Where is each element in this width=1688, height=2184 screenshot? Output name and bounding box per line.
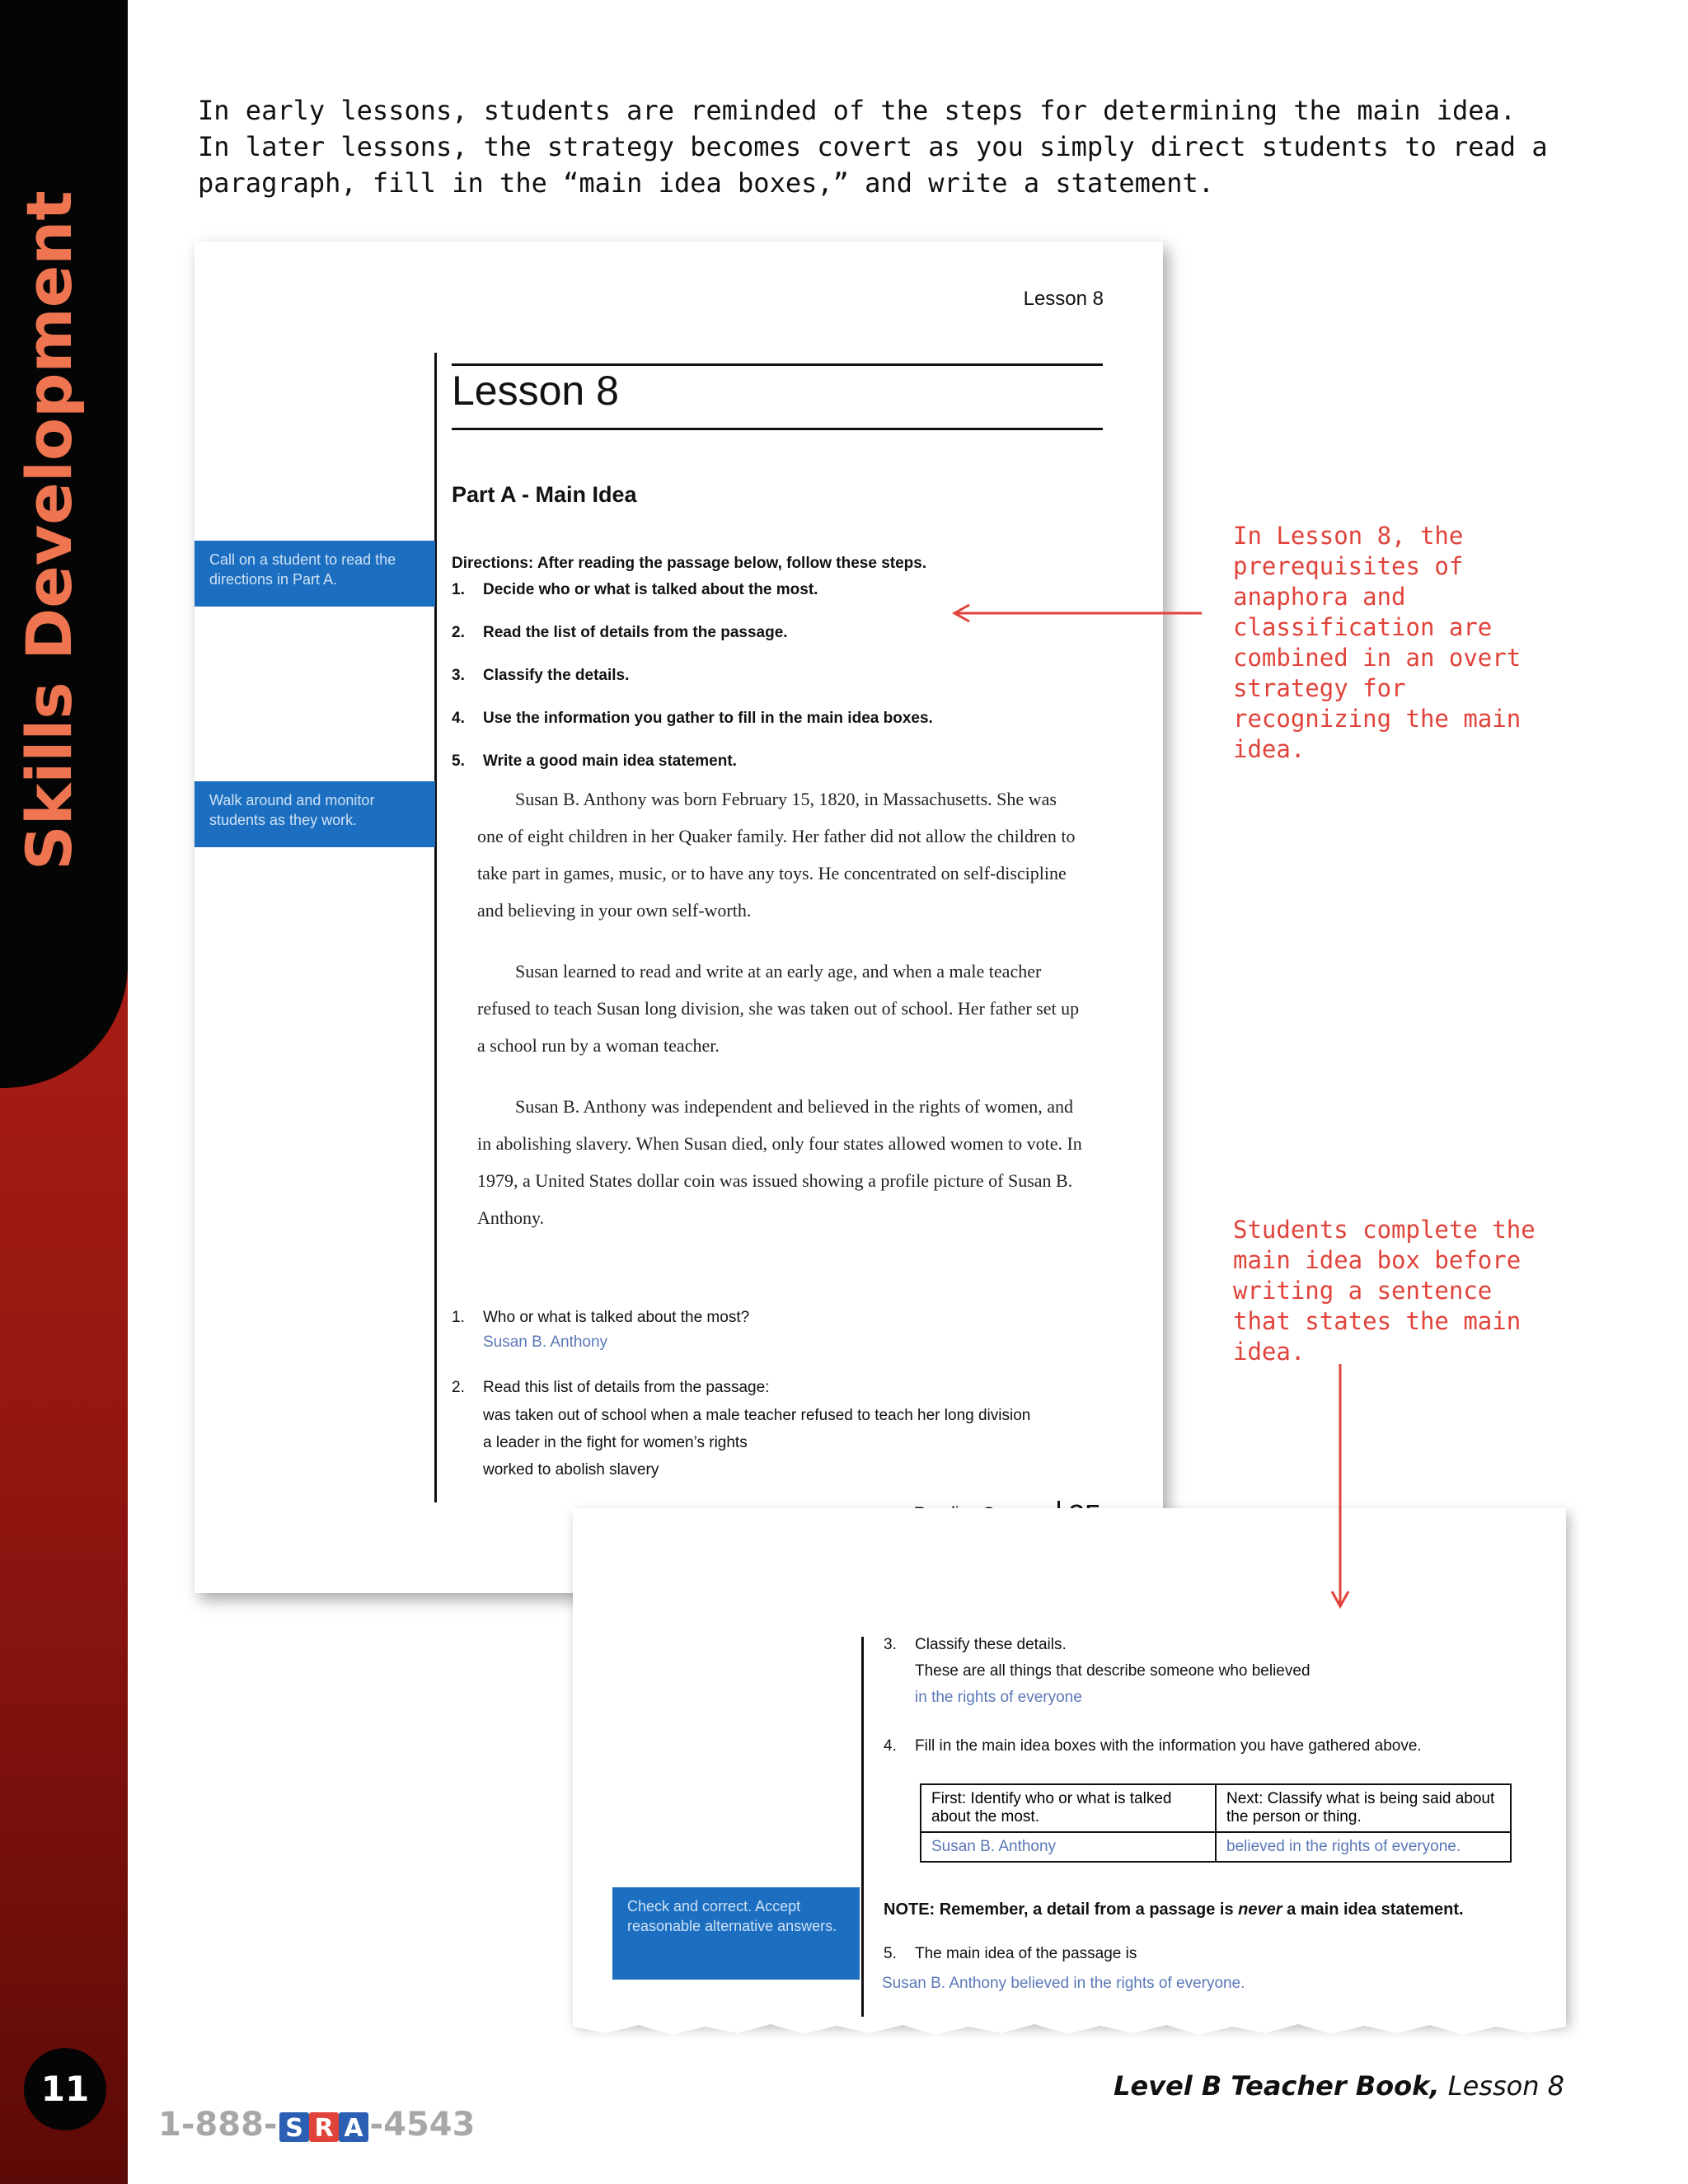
annotation-main-idea-box: Students complete the main idea box before writing a sentence that states the main idea. [1233,1216,1536,1366]
intro-paragraph: In early lessons, students are reminded of the steps for determining the main idea. In later lessons, the strategy becomes covert as you simply direct students to read a paragraph, fill in the “main idea boxes,” and write a statement. [198,95,1548,199]
annotation-lesson8: In Lesson 8, the prerequisites of anaphora and classification are combined in an overt strategy for recognizing the main idea. [1233,522,1522,763]
step-item: 1. Decide who or what is talked about the most. [452,581,818,598]
arrow-down-icon [1330,1364,1350,1613]
margin-note-check: Check and correct. Accept reasonable alternative answers. [612,1887,860,1980]
sidebar [0,0,128,2184]
detail-item: worked to abolish slavery [483,1461,659,1479]
detail-item: a leader in the fight for women’s rights [483,1434,748,1451]
margin-note-directions: Call on a student to read the directions in Part A. [195,541,435,607]
step-item: 4. Use the information you gather to fill in the main idea boxes. [452,710,933,727]
main-idea-box-classify-header: Next: Classify what is being said about the person or thing. [1216,1784,1511,1832]
passage-paragraph: Susan B. Anthony was independent and believed in the rights of women, and in abolishing slavery. When Susan died, only four states allowed women to vote. In 1979, a United States dollar coin was issued showing a profile picture of Susan B. Anthony. [477,1096,1082,1228]
step-item: 5. Write a good main idea statement. [452,752,737,770]
question-5-answer: Susan B. Anthony believed in the rights of everyone. [882,1975,1245,1992]
main-idea-box-classify-answer: believed in the rights of everyone. [1216,1832,1511,1862]
torn-edge [573,2017,1566,2040]
arrow-left-icon [948,603,1203,623]
question-5: 5. The main idea of the passage is [884,1945,1137,1962]
lesson-title: Lesson 8 [452,368,619,414]
part-title: Part A - Main Idea [452,482,637,507]
main-idea-box-who-header: First: Identify who or what is talked about the most. [921,1784,1216,1832]
main-idea-boxes [920,1783,1512,1863]
margin-note-monitor: Walk around and monitor students as they work. [195,781,435,847]
title-rule-bottom [452,428,1103,430]
question-1-answer: Susan B. Anthony [483,1333,608,1351]
question-1: 1. Who or what is talked about the most? Susan B. Anthony [452,1309,750,1351]
book-page-1 [195,241,1163,1593]
question-4: 4. Fill in the main idea boxes with the information you have gathered above. [884,1737,1422,1755]
directions-text: Directions: After reading the passage below, follow these steps. [452,555,927,572]
svg-text:S: S [284,2114,303,2143]
step-item: 3. Classify the details. [452,667,630,684]
margin-rule [434,353,437,1502]
step-item: 2. Read the list of details from the passage. [452,624,788,641]
question-3-answer: in the rights of everyone [915,1689,1082,1706]
passage-paragraph: Susan learned to read and write at an early age, and when a male teacher refused to teach Susan long division, she was taken out of school. Her father set up a school run by a woman teacher. [477,961,1080,1056]
question-3: 3. Classify these details. These are all things that describe someone who believed in the rights of everyone [884,1636,1311,1706]
page-header-label: Lesson 8 [1023,288,1104,310]
passage-paragraph: Susan B. Anthony was born February 15, 1820, in Massachusetts. She was one of eight children in her Quaker family. Her father did not allow the children to take part in games, music, or to have any toys. He concentrated on self-discipline and believing in your own self-worth. [477,789,1076,921]
book-title: Level B Teacher Book, [1114,2070,1440,2102]
phone-number: 1-888- S R A -4543 [158,2106,476,2144]
reading-passage [477,780,1087,1260]
detail-item: was taken out of school when a male teacher refused to teach her long division [483,1407,1031,1424]
page-number: 11 [24,2048,106,2130]
margin-rule [861,1637,864,2020]
lesson-reference: Lesson 8 [1447,2070,1564,2102]
title-rule-top [452,363,1103,366]
main-idea-box-who-answer: Susan B. Anthony [921,1832,1216,1862]
book-reference [1114,2070,1564,2102]
steps-list [452,581,933,795]
note-text: NOTE: Remember, a detail from a passage is never a main idea statement. [884,1900,1464,1919]
svg-text:R: R [313,2114,334,2143]
sra-logo-icon [278,2107,370,2145]
question-2: 2. Read this list of details from the passage: was taken out of school when a male teacher refused to teach her long division a leader in the fight for women’s rights worked to abolish slavery [483,1379,1030,1483]
book-page-2 [573,1508,1566,2023]
section-title: Skills Development [12,190,86,870]
svg-text:A: A [343,2114,363,2143]
